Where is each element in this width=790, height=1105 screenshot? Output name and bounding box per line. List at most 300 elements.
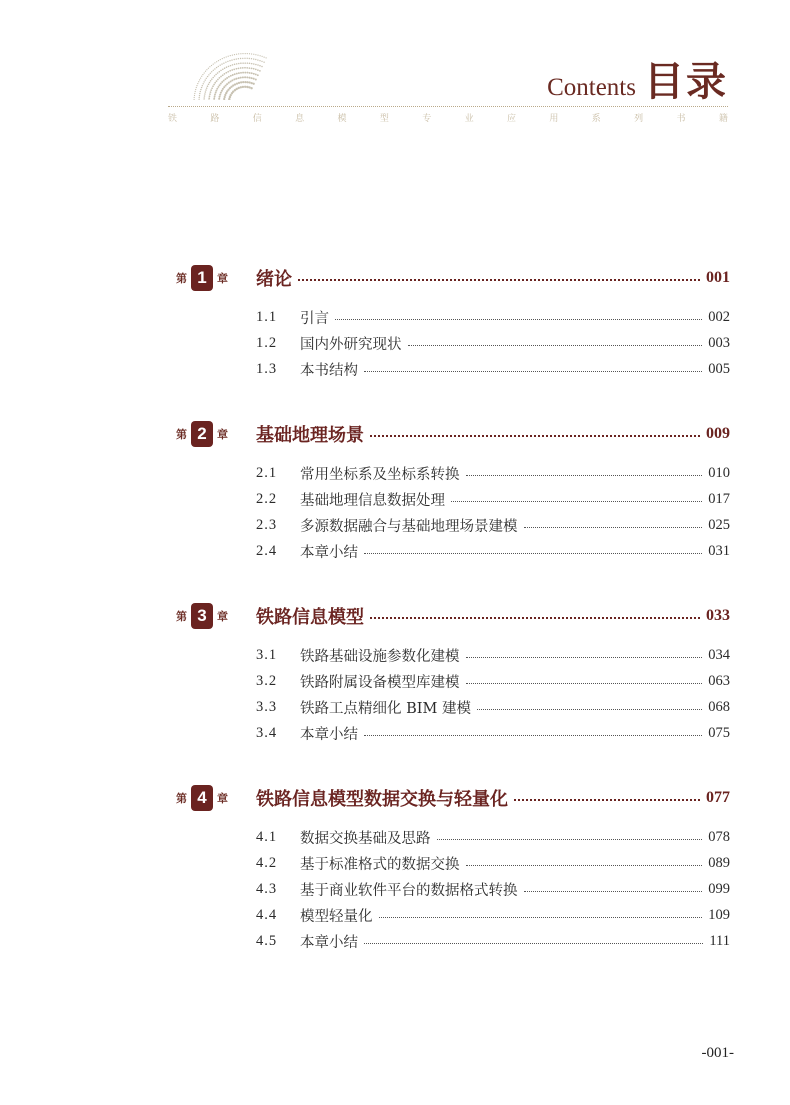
dot-leader xyxy=(298,279,700,281)
section-page: 075 xyxy=(708,724,730,741)
section-number: 1.3 xyxy=(256,360,278,377)
section-number: 2.2 xyxy=(256,490,278,507)
deco-dot xyxy=(249,53,250,54)
deco-dot xyxy=(251,68,253,70)
section-page: 078 xyxy=(708,828,730,845)
section-row[interactable] xyxy=(256,824,730,850)
section-page: 010 xyxy=(708,464,730,481)
series-char: 籍 xyxy=(718,114,728,124)
deco-dot xyxy=(209,95,211,97)
section-title: 常用坐标系及坐标系转换 xyxy=(300,466,460,483)
chapter-page: 001 xyxy=(706,269,730,286)
section-page: 017 xyxy=(708,490,730,507)
deco-dot xyxy=(220,76,222,78)
deco-dot xyxy=(210,80,212,82)
deco-dot xyxy=(242,72,244,74)
section-page: 005 xyxy=(708,360,730,377)
deco-dot xyxy=(226,77,228,79)
deco-dot xyxy=(236,54,237,55)
section-number: 2.1 xyxy=(256,464,278,481)
deco-dot xyxy=(221,90,223,92)
section-page: 099 xyxy=(708,880,730,897)
dot-leader xyxy=(524,891,703,892)
deco-dot xyxy=(204,72,205,73)
deco-dot xyxy=(263,62,264,63)
deco-dot xyxy=(222,74,224,76)
section-row[interactable] xyxy=(256,304,730,330)
section-page: 025 xyxy=(708,516,730,533)
deco-dot xyxy=(199,93,200,94)
dot-leader xyxy=(408,345,703,346)
deco-dot xyxy=(210,91,212,93)
deco-dot xyxy=(251,72,253,74)
deco-dot xyxy=(210,89,212,91)
dot-leader xyxy=(466,865,703,866)
series-char: 路 xyxy=(210,114,220,124)
deco-dot xyxy=(219,84,221,86)
deco-dot xyxy=(209,93,211,95)
chapter-page: 077 xyxy=(706,789,730,806)
chapter-number: 1 xyxy=(191,265,213,291)
deco-dot xyxy=(204,93,206,95)
section-list xyxy=(176,304,730,382)
deco-dot xyxy=(228,82,230,84)
section-list xyxy=(176,824,730,954)
deco-dot xyxy=(233,78,235,80)
deco-dot xyxy=(193,99,194,100)
deco-dot xyxy=(213,63,214,64)
deco-dot xyxy=(194,93,195,94)
deco-dot xyxy=(251,82,253,84)
deco-dot xyxy=(247,53,248,54)
chapter-block xyxy=(176,418,730,564)
deco-dot xyxy=(261,61,262,62)
deco-dot xyxy=(219,96,221,98)
deco-dot xyxy=(208,74,209,75)
section-number: 4.3 xyxy=(256,880,278,897)
deco-dot xyxy=(213,70,214,71)
section-number: 4.2 xyxy=(256,854,278,871)
deco-dot xyxy=(220,59,221,60)
deco-dot xyxy=(246,67,248,69)
dot-leader xyxy=(451,501,702,502)
deco-dot xyxy=(244,58,245,59)
deco-dot xyxy=(220,83,222,85)
section-page: 068 xyxy=(708,698,730,715)
deco-dot xyxy=(255,64,257,66)
chapter-suffix: 章 xyxy=(217,610,228,623)
deco-dot xyxy=(236,63,238,65)
deco-dot xyxy=(255,78,257,80)
deco-dot xyxy=(203,97,205,99)
dot-leader xyxy=(370,617,700,619)
deco-dot xyxy=(257,54,258,55)
section-title: 基础地理信息数据处理 xyxy=(300,492,445,509)
section-title: 基于标准格式的数据交换 xyxy=(300,856,460,873)
deco-dot xyxy=(261,56,262,57)
deco-dot xyxy=(249,72,251,74)
deco-dot xyxy=(208,99,210,100)
deco-dot xyxy=(240,53,241,54)
deco-dot xyxy=(217,72,219,74)
deco-dot xyxy=(208,97,210,99)
series-char: 息 xyxy=(295,114,305,124)
deco-dot xyxy=(214,82,216,84)
deco-dot xyxy=(234,73,236,75)
section-title: 本章小结 xyxy=(300,726,358,743)
deco-dot xyxy=(234,54,235,55)
chapter-title: 铁路信息模型 xyxy=(256,607,364,628)
section-page: 031 xyxy=(708,542,730,559)
deco-dot xyxy=(242,86,244,88)
deco-dot xyxy=(226,56,227,57)
deco-dot xyxy=(211,65,212,66)
deco-dot xyxy=(255,59,256,60)
deco-dot xyxy=(214,96,216,98)
deco-dot xyxy=(224,57,225,58)
deco-dot xyxy=(225,85,227,87)
series-char: 用 xyxy=(549,114,559,124)
section-title: 铁路附属设备模型库建模 xyxy=(300,674,460,691)
deco-dot xyxy=(253,73,255,75)
deco-dot xyxy=(248,86,250,88)
deco-dot xyxy=(195,89,196,90)
deco-dot xyxy=(201,87,202,88)
deco-dot xyxy=(230,65,232,67)
deco-dot xyxy=(230,80,232,82)
deco-dot xyxy=(240,67,242,69)
deco-dot xyxy=(225,72,227,74)
deco-dot xyxy=(220,92,222,94)
deco-dot xyxy=(211,71,212,72)
deco-dot xyxy=(240,77,242,79)
deco-dot xyxy=(255,69,257,71)
chapter-prefix: 第 xyxy=(176,792,187,805)
deco-dot xyxy=(245,53,246,54)
deco-dot xyxy=(218,66,219,67)
deco-dot xyxy=(229,70,231,72)
deco-dot xyxy=(216,88,218,90)
deco-dot xyxy=(205,89,207,91)
deco-dot xyxy=(253,63,255,65)
deco-dot xyxy=(234,59,235,60)
deco-dot xyxy=(224,96,226,98)
deco-dot xyxy=(203,81,204,82)
deco-dot xyxy=(207,76,208,77)
chapter-prefix: 第 xyxy=(176,272,187,285)
deco-dot xyxy=(242,76,244,78)
deco-dot xyxy=(199,79,200,80)
section-title: 数据交换基础及思路 xyxy=(300,830,431,847)
section-row[interactable] xyxy=(256,512,730,538)
deco-dot xyxy=(242,53,243,54)
deco-dot xyxy=(209,66,210,67)
deco-dot xyxy=(240,72,242,74)
section-number: 4.5 xyxy=(256,932,278,949)
chapter-title: 绪论 xyxy=(256,269,292,290)
deco-dot xyxy=(198,99,199,100)
deco-dot xyxy=(215,90,217,92)
deco-dot xyxy=(207,85,209,87)
series-char: 铁 xyxy=(168,114,178,124)
deco-dot xyxy=(219,77,221,79)
deco-dot xyxy=(217,86,219,88)
deco-dot xyxy=(224,78,226,80)
deco-dot xyxy=(194,95,195,96)
series-char: 业 xyxy=(464,114,474,124)
series-text xyxy=(168,111,728,124)
deco-dot xyxy=(253,78,255,80)
deco-dot xyxy=(231,59,232,60)
deco-dot xyxy=(259,60,260,61)
section-row[interactable] xyxy=(256,642,730,668)
section-row[interactable] xyxy=(256,902,730,928)
deco-dot xyxy=(222,69,224,71)
deco-dot xyxy=(205,79,206,80)
deco-dot xyxy=(249,58,250,59)
deco-dot xyxy=(213,98,215,100)
section-row[interactable] xyxy=(256,720,730,746)
deco-dot xyxy=(228,76,230,78)
deco-dot xyxy=(244,62,246,64)
deco-dot xyxy=(248,81,250,83)
header-dotted-rule xyxy=(168,106,728,107)
deco-dot xyxy=(255,73,257,75)
deco-dot xyxy=(202,85,203,86)
dot-leader xyxy=(364,371,702,372)
section-number: 3.4 xyxy=(256,724,278,741)
dot-leader xyxy=(364,735,702,736)
section-page: 063 xyxy=(708,672,730,689)
chapter-title: 铁路信息模型数据交换与轻量化 xyxy=(256,789,508,810)
chapter-block xyxy=(176,782,730,954)
deco-dot xyxy=(238,53,239,54)
chapter-prefix: 第 xyxy=(176,610,187,623)
deco-dot xyxy=(212,77,214,79)
dot-leader xyxy=(335,319,702,320)
deco-dot xyxy=(238,58,239,59)
section-number: 1.1 xyxy=(256,308,278,325)
section-row[interactable] xyxy=(256,694,730,720)
deco-dot xyxy=(259,55,260,56)
deco-dot xyxy=(240,81,242,83)
series-char: 系 xyxy=(591,114,601,124)
section-row[interactable] xyxy=(256,668,730,694)
chapter-row[interactable] xyxy=(176,600,730,632)
deco-dot xyxy=(196,85,197,86)
deco-dot xyxy=(230,75,232,77)
deco-dot xyxy=(238,77,240,79)
section-title: 本章小结 xyxy=(300,544,358,561)
deco-dot xyxy=(199,95,200,96)
deco-dot xyxy=(232,64,234,66)
deco-dot xyxy=(253,83,255,85)
chapter-row[interactable] xyxy=(176,418,730,450)
deco-dot xyxy=(226,66,228,68)
deco-dot xyxy=(206,69,207,70)
deco-dot xyxy=(249,67,251,69)
deco-dot xyxy=(210,73,211,74)
deco-dot xyxy=(216,67,217,68)
deco-dot xyxy=(246,81,248,83)
deco-dot xyxy=(196,87,197,88)
deco-dot xyxy=(197,83,198,84)
section-row[interactable] xyxy=(256,876,730,902)
deco-dot xyxy=(231,79,233,81)
section-row[interactable] xyxy=(256,356,730,382)
dot-leader xyxy=(466,683,703,684)
chapter-number: 2 xyxy=(191,421,213,447)
deco-dot xyxy=(226,83,228,85)
deco-dot xyxy=(246,86,248,88)
deco-dot xyxy=(240,86,242,88)
series-char: 应 xyxy=(507,114,517,124)
series-char: 型 xyxy=(379,114,389,124)
deco-dot xyxy=(221,81,223,83)
deco-dot xyxy=(238,68,240,70)
contents-title-en: Contents xyxy=(547,74,636,101)
deco-dot xyxy=(251,63,253,65)
deco-dot xyxy=(222,58,223,59)
deco-dot xyxy=(221,63,222,64)
section-row[interactable] xyxy=(256,460,730,486)
deco-dot xyxy=(194,97,195,98)
deco-dot xyxy=(240,62,242,64)
section-row[interactable] xyxy=(256,928,730,954)
chapter-row[interactable] xyxy=(176,782,730,814)
section-number: 4.4 xyxy=(256,906,278,923)
deco-dot xyxy=(216,61,217,62)
deco-dot xyxy=(253,58,254,59)
deco-dot xyxy=(225,62,226,63)
series-char: 信 xyxy=(252,114,262,124)
section-row[interactable] xyxy=(256,538,730,564)
section-number: 2.3 xyxy=(256,516,278,533)
deco-dot xyxy=(214,62,215,63)
section-row[interactable] xyxy=(256,330,730,356)
deco-dot xyxy=(214,68,215,69)
deco-dot xyxy=(218,60,219,61)
section-title: 多源数据融合与基础地理场景建模 xyxy=(300,518,518,535)
chapter-badge xyxy=(176,265,256,291)
deco-dot xyxy=(249,63,251,65)
dot-leader xyxy=(379,917,703,918)
deco-dot xyxy=(232,74,234,76)
deco-dot xyxy=(212,85,214,87)
dot-leader xyxy=(370,435,700,437)
table-of-contents xyxy=(176,262,730,954)
deco-dot xyxy=(227,71,229,73)
deco-dot xyxy=(257,69,259,71)
chapter-badge xyxy=(176,603,256,629)
deco-dot xyxy=(218,98,220,100)
deco-dot xyxy=(236,68,238,70)
deco-dot xyxy=(209,82,211,84)
deco-dot xyxy=(215,74,217,76)
deco-dot xyxy=(244,81,246,83)
deco-dot xyxy=(224,67,226,69)
deco-dot xyxy=(246,76,248,78)
deco-dot xyxy=(238,72,240,74)
section-page: 034 xyxy=(708,646,730,663)
dot-leader xyxy=(477,709,702,710)
deco-dot xyxy=(223,86,225,88)
section-page: 002 xyxy=(708,308,730,325)
deco-dot xyxy=(208,84,210,86)
deco-dot xyxy=(263,56,264,57)
deco-dot xyxy=(251,58,252,59)
deco-dot xyxy=(265,57,266,58)
deco-dot xyxy=(251,77,253,79)
deco-dot xyxy=(208,68,209,69)
deco-dot xyxy=(228,56,229,57)
chapter-suffix: 章 xyxy=(217,792,228,805)
chapter-number: 4 xyxy=(191,785,213,811)
deco-dot xyxy=(222,88,224,90)
deco-dot xyxy=(219,71,221,73)
chapter-page: 009 xyxy=(706,425,730,442)
deco-dot xyxy=(206,78,207,79)
deco-dot xyxy=(229,60,230,61)
chapter-number: 3 xyxy=(191,603,213,629)
section-page: 109 xyxy=(708,906,730,923)
section-page: 089 xyxy=(708,854,730,871)
deco-dot xyxy=(242,67,244,69)
deco-dot xyxy=(206,87,208,89)
section-row[interactable] xyxy=(256,486,730,512)
deco-dot xyxy=(238,82,240,84)
deco-dot xyxy=(203,99,205,100)
deco-dot xyxy=(236,58,237,59)
deco-dot xyxy=(244,67,246,69)
chapter-row[interactable] xyxy=(176,262,730,294)
deco-dot xyxy=(233,69,235,71)
deco-dot xyxy=(257,74,259,76)
deco-dot xyxy=(247,58,248,59)
deco-dot xyxy=(217,79,219,81)
chapter-block xyxy=(176,262,730,382)
deco-dot xyxy=(205,91,207,93)
deco-dot xyxy=(216,80,218,82)
deco-dot xyxy=(240,58,241,59)
deco-dot xyxy=(200,89,201,90)
deco-dot xyxy=(234,83,236,85)
section-page: 111 xyxy=(709,932,730,949)
deco-dot xyxy=(202,74,203,75)
chapter-block xyxy=(176,600,730,746)
dot-leader xyxy=(514,799,700,801)
dot-leader xyxy=(466,657,703,658)
deco-dot xyxy=(231,69,233,71)
deco-dot xyxy=(257,59,258,60)
chapter-suffix: 章 xyxy=(217,428,228,441)
chapter-prefix: 第 xyxy=(176,428,187,441)
deco-dot xyxy=(250,87,252,89)
deco-dot xyxy=(224,73,226,75)
deco-dot xyxy=(220,65,221,66)
deco-dot xyxy=(223,63,224,64)
deco-dot xyxy=(238,87,240,89)
header-dot-arc-decoration xyxy=(160,40,280,100)
deco-dot xyxy=(230,55,231,56)
dot-leader xyxy=(524,527,703,528)
chapter-badge xyxy=(176,785,256,811)
dot-leader xyxy=(466,475,703,476)
section-row[interactable] xyxy=(256,850,730,876)
chapter-page: 033 xyxy=(706,607,730,624)
dot-leader xyxy=(364,553,702,554)
deco-dot xyxy=(242,62,244,64)
